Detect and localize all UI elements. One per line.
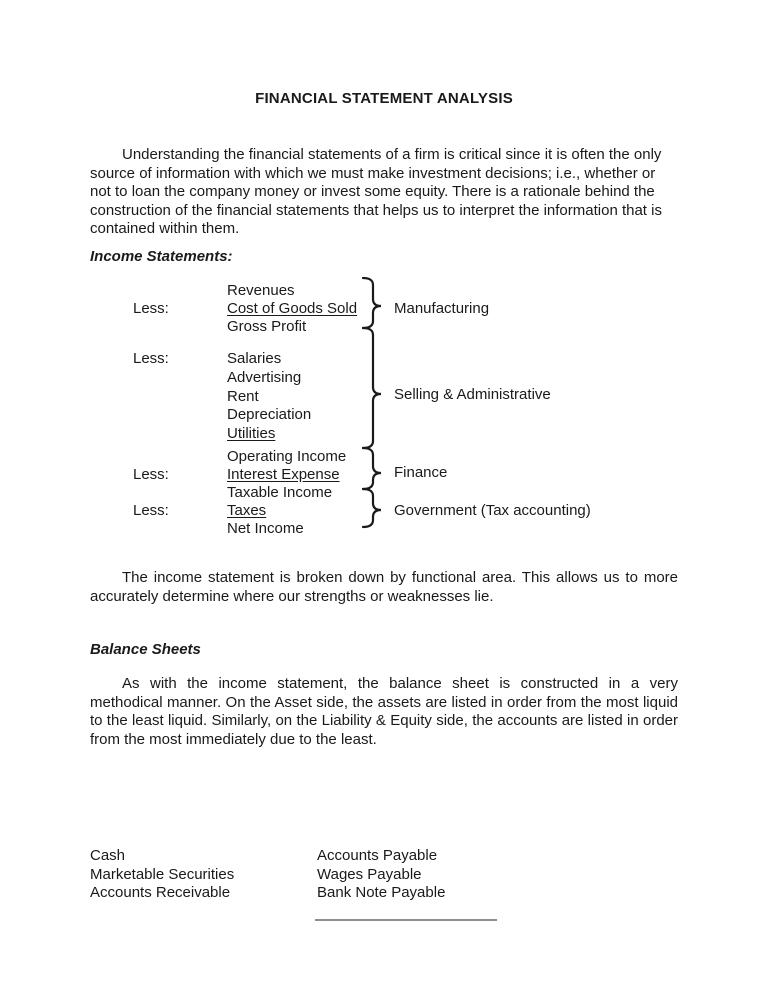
brace-label-selling-administrative: Selling & Administrative [394, 386, 551, 403]
brace-label-finance: Finance [394, 464, 448, 481]
income-row [133, 425, 275, 443]
liability-item: Wages Payable [317, 865, 422, 883]
income-statements-heading: Income Statements: [90, 248, 233, 265]
brace-label-government: Government (Tax accounting) [394, 502, 591, 519]
less-label: Less: [133, 300, 169, 317]
account-label: Net Income [227, 520, 304, 537]
account-label: Gross Profit [227, 318, 307, 335]
income-row [133, 406, 311, 424]
asset-item: Cash [90, 847, 126, 864]
less-label: Less: [133, 350, 169, 367]
income-row [133, 350, 281, 368]
income-summary-paragraph: The income statement is broken down by functional area. This allows us to more accurately determine where our strengths or weaknesses lie. [90, 569, 678, 605]
liability-item: Bank Note Payable [317, 884, 446, 901]
income-row [133, 318, 306, 336]
brace-manufacturing [363, 278, 381, 328]
document-title: FINANCIAL STATEMENT ANALYSIS [255, 90, 513, 107]
intro-paragraph: Understanding the financial statements of a firm is critical since it is often the only source of information with which we must make investment decisions; i.e., whether or not to loan the company money or invest some equity. There is a rationale behind the construction of the financial statements that helps us to interpret the information that is contained within them. [90, 146, 662, 237]
liability-item: Accounts Payable [317, 847, 438, 864]
account-label: Cost of Goods Sold [227, 300, 358, 317]
account-label: Rent [227, 388, 259, 405]
horizontal-rule [315, 919, 497, 921]
liabilities-list [317, 847, 445, 903]
account-label: Revenues [227, 282, 295, 299]
income-row [133, 448, 346, 466]
income-row [133, 388, 259, 406]
account-label: Operating Income [227, 448, 347, 465]
asset-item: Marketable Securities [90, 865, 235, 883]
brace-selling-administrative [363, 328, 381, 448]
income-row [133, 282, 295, 300]
account-label: Taxable Income [227, 484, 333, 501]
balance-sheets-heading: Balance Sheets [90, 641, 201, 658]
income-row [133, 484, 332, 502]
account-label: Utilities [227, 425, 276, 442]
income-row [133, 520, 304, 538]
less-label: Less: [133, 502, 169, 519]
account-label: Taxes [227, 502, 267, 519]
income-row [133, 369, 301, 387]
assets-list [90, 847, 234, 903]
brace-label-manufacturing: Manufacturing [394, 300, 490, 317]
account-label: Interest Expense [227, 466, 340, 483]
brace-finance [363, 448, 381, 489]
income-row [133, 300, 357, 318]
less-label: Less: [133, 466, 169, 483]
asset-item: Accounts Receivable [90, 884, 231, 901]
account-label: Advertising [227, 369, 302, 386]
account-label: Depreciation [227, 406, 312, 423]
income-row [133, 466, 340, 484]
account-label: Salaries [227, 350, 282, 367]
grouping-braces [352, 270, 386, 532]
balance-sheets-paragraph: As with the income statement, the balance sheet is constructed in a very methodical manner. On the Asset side, the assets are listed in order from the most liquid to the least liquid. Similarly, on the Liability & Equity side, the accounts are listed in order from the most immediately due to the least. [90, 675, 678, 748]
income-row [133, 502, 266, 520]
brace-government [363, 489, 381, 527]
